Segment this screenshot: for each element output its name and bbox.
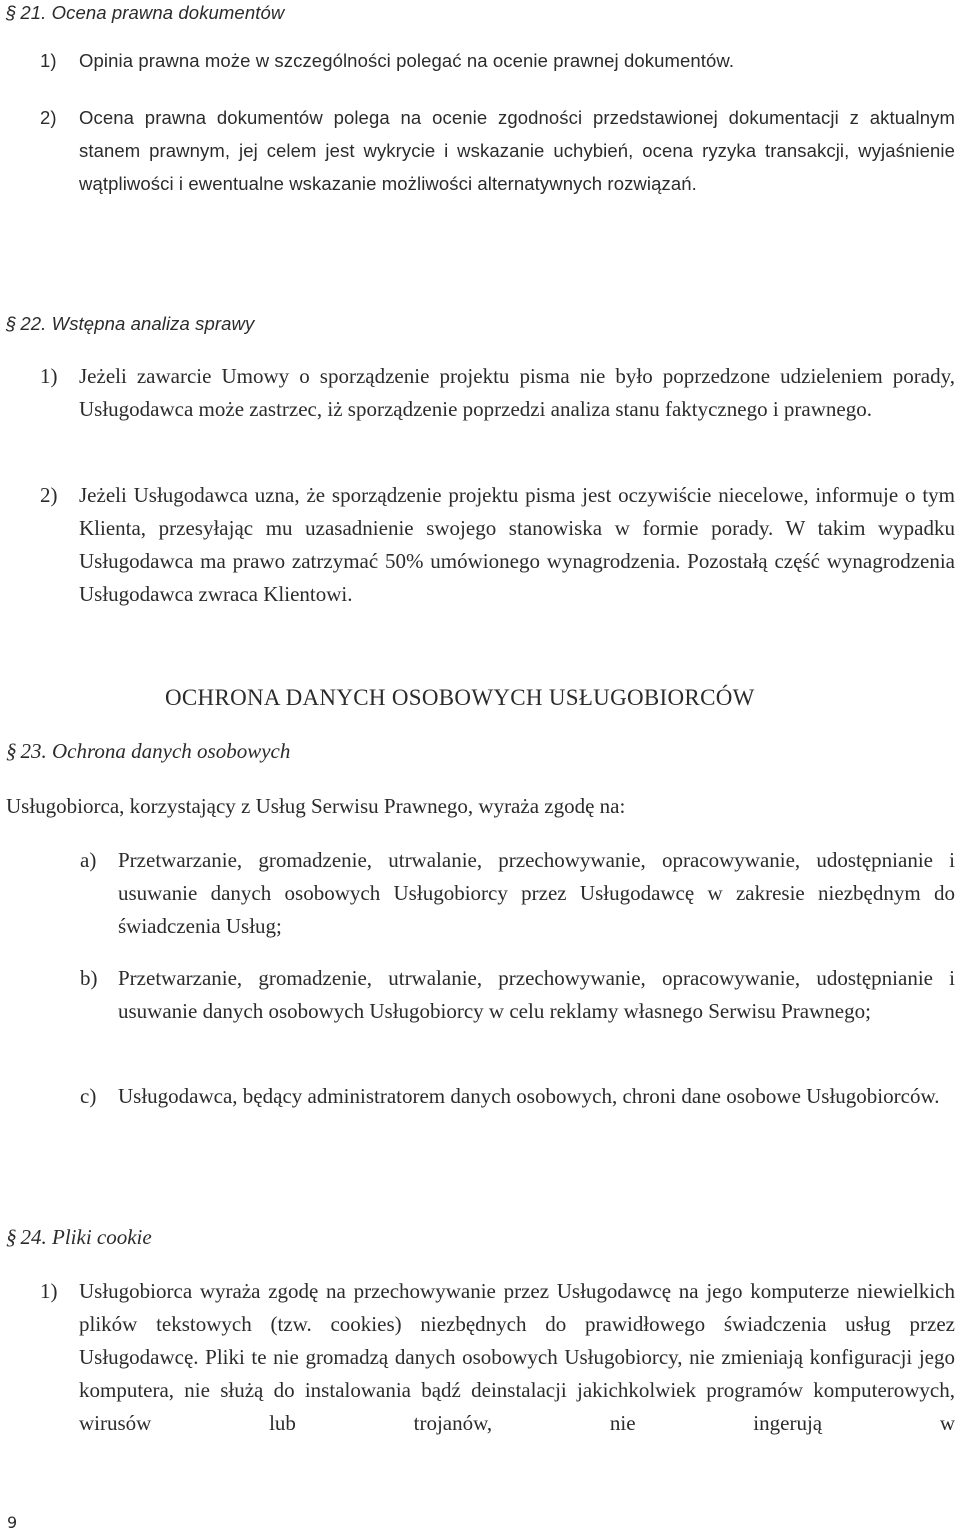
section-mark: § [6, 313, 17, 334]
item-text: Jeżeli Usługodawca uzna, że sporządzenie projektu pisma jest oczywiście niecelowe, informuje o tym Klienta, przesyłając mu uzasadnienie swojego stanowiska w formie porady. W takim wypadku Usługodawca ma prawo zatrzymać 50% umówionego wynagrodzenia. Pozostałą część wynagrodzenia Usługodawca zwraca Klientowi. [79, 483, 955, 606]
list-item [40, 479, 955, 611]
item-number: a) [80, 848, 97, 872]
chapter-title: OCHRONA DANYCH OSOBOWYCH USŁUGOBIORCÓW [165, 685, 755, 710]
item-text: Przetwarzanie, gromadzenie, utrwalanie, przechowywanie, opracowywanie, udostępnianie i usuwanie danych osobowych Usługobiorcy przez Usługodawcę w zakresie niezbędnym do świadczenia Usług; [118, 848, 955, 938]
list-item [80, 844, 955, 943]
section-intro: Usługobiorca, korzystający z Usług Serwisu Prawnego, wyraża zgodę na: [6, 794, 626, 818]
item-number: 1) [40, 1279, 58, 1303]
section-heading-text: 22. Wstępna analiza sprawy [20, 313, 255, 334]
list-item [80, 962, 955, 1061]
section-heading-text: 24. Pliki cookie [20, 1225, 152, 1249]
item-text: Usługodawca, będący administratorem danych osobowych, chroni dane osobowe Usługobiorców. [118, 1084, 940, 1108]
section-24-heading [6, 1224, 152, 1250]
item-text: Przetwarzanie, gromadzenie, utrwalanie, przechowywanie, opracowywanie, udostępnianie i usuwanie danych osobowych Usługobiorcy w celu reklamy własnego Serwisu Prawnego; [118, 966, 955, 1023]
list-item [40, 360, 955, 459]
page-number: 9 [7, 1513, 18, 1532]
item-number: 2) [40, 483, 58, 507]
section-mark: § [6, 2, 17, 23]
section-21-heading [6, 0, 284, 26]
item-text: Jeżeli zawarcie Umowy o sporządzenie projektu pisma nie było poprzedzone udzieleniem porady, Usługodawca może zastrzec, iż sporządzenie poprzedzi analiza stanu faktycznego i prawnego. [79, 364, 955, 421]
section-22-heading [6, 311, 254, 337]
section-heading-text: 23. Ochrona danych osobowych [20, 739, 291, 763]
item-number: b) [80, 966, 98, 990]
item-text: Opinia prawna może w szczególności polegać na ocenie prawnej dokumentów. [79, 50, 735, 71]
section-mark: § [6, 1225, 17, 1249]
list-item [40, 101, 955, 233]
section-23-heading [6, 738, 290, 764]
list-item [40, 44, 955, 77]
item-text: Usługobiorca wyraża zgodę na przechowywanie przez Usługodawcę na jego komputerze niewielkich plików tekstowych (tzw. cookies) niezbędnych do prawidłowego świadczenia usług przez Usługodawcę. Pliki te nie gromadzą danych osobowych Usługobiorcy, nie zmieniają konfiguracji jego komputera, nie służą do instalowania bądź deinstalacji jakichkolwiek programów komputerowych, wirusów lub trojanów, nie ingerują w [79, 1279, 955, 1435]
item-number: 1) [40, 50, 57, 71]
section-heading-text: 21. Ocena prawna dokumentów [20, 2, 285, 23]
item-number: 2) [40, 107, 57, 128]
list-item [40, 1275, 955, 1445]
item-number: c) [80, 1084, 97, 1108]
item-text: Ocena prawna dokumentów polega na ocenie zgodności przedstawionej dokumentacji z aktualnym stanem prawnym, jej celem jest wykrycie i wskazanie uchybień, ocena ryzyka transakcji, wyjaśnienie wątpliwości i ewentualne wskazanie możliwości alternatywnych rozwiązań. [79, 107, 955, 194]
list-item [80, 1080, 955, 1146]
item-number: 1) [40, 364, 58, 388]
section-mark: § [6, 739, 17, 763]
